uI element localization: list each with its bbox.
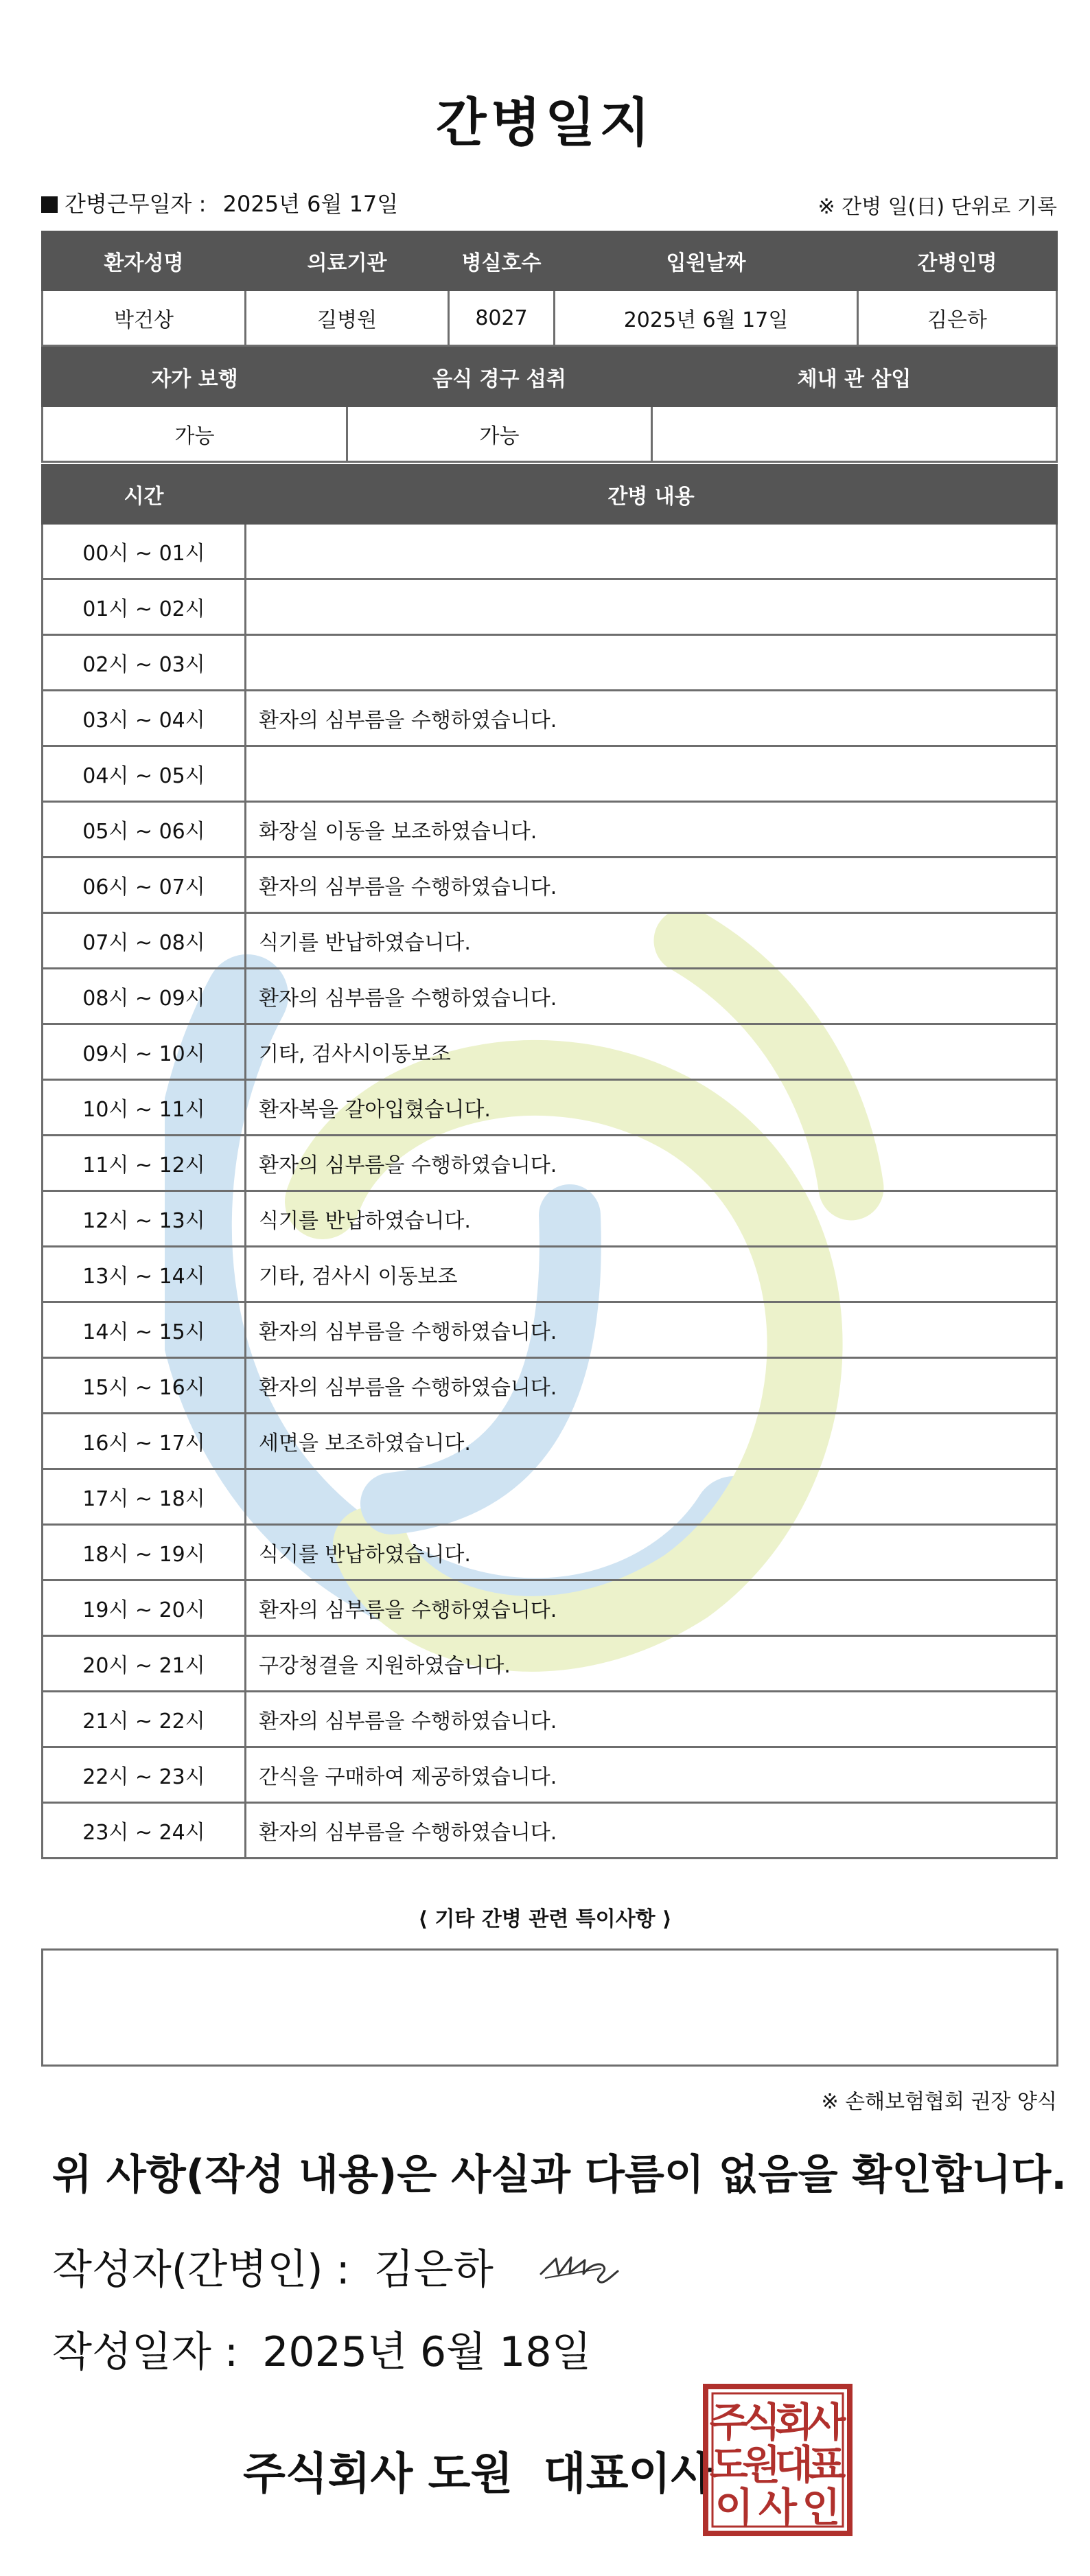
log-row [43,1080,1057,1136]
log-row [43,913,1057,969]
log-row [43,691,1057,746]
log-content: 간식을 구매하여 제공하였습니다. [246,1747,1057,1803]
log-time: 08시 ~ 09시 [43,969,246,1024]
seal-char: 도 [709,2441,748,2488]
log-time: 12시 ~ 13시 [43,1191,246,1247]
log-row [43,1469,1057,1525]
written-date-line [52,2319,591,2378]
log-row [43,1525,1057,1580]
log-time: 14시 ~ 15시 [43,1302,246,1358]
log-time: 13시 ~ 14시 [43,1247,246,1302]
log-time: 20시 ~ 21시 [43,1636,246,1692]
log-time: 22시 ~ 23시 [43,1747,246,1803]
header-oral-intake: 음식 경구 섭취 [347,348,652,406]
log-time: 18시 ~ 19시 [43,1525,246,1580]
log-time: 23시 ~ 24시 [43,1803,246,1859]
header-room-number: 병실호수 [449,232,555,290]
log-time: 09시 ~ 10시 [43,1024,246,1080]
log-content [246,524,1057,579]
document-title: 간병일지 [436,92,654,153]
patient-name: 박건상 [43,290,246,346]
header-hospital: 의료기관 [246,232,449,290]
status-value-row [43,406,1057,462]
unit-note: ※ 간병 일(日) 단위로 기록 [817,195,1057,219]
log-content: 환자의 심부름을 수행하였습니다. [246,969,1057,1024]
log-row [43,635,1057,691]
signature-icon [535,2244,631,2292]
room-number: 8027 [449,290,555,346]
company-representative: 주식회사 도원 대표이사 [243,2449,714,2500]
work-date-line [41,187,398,218]
log-row [43,1803,1057,1859]
log-content: 식기를 반납하였습니다. [246,1191,1057,1247]
log-row [43,1747,1057,1803]
log-row [43,1358,1057,1414]
log-content: 식기를 반납하였습니다. [246,913,1057,969]
seal-char: 대 [774,2441,813,2488]
log-content: 구강청결을 지원하였습니다. [246,1636,1057,1692]
oral-intake-value: 가능 [347,406,652,462]
form-source-note: ※ 손해보험협회 권장 양식 [821,2090,1057,2114]
log-time: 21시 ~ 22시 [43,1692,246,1747]
seal-char: 사 [758,2484,798,2531]
log-row [43,969,1057,1024]
seal-char: 인 [802,2484,841,2531]
patient-value-row [43,290,1057,346]
log-time: 04시 ~ 05시 [43,746,246,802]
log-content: 환자의 심부름을 수행하였습니다. [246,1692,1057,1747]
log-content: 환자의 심부름을 수행하였습니다. [246,1136,1057,1191]
header-self-walking: 자가 보행 [43,348,347,406]
log-time: 10시 ~ 11시 [43,1080,246,1136]
special-notes-title: ⟨ 기타 간병 관련 특이사항 ⟩ [418,1907,672,1931]
log-content: 환자의 심부름을 수행하였습니다. [246,1302,1057,1358]
log-content: 세면을 보조하였습니다. [246,1414,1057,1469]
written-date-value: 2025년 6월 18일 [262,2328,592,2376]
log-content: 환자의 심부름을 수행하였습니다. [246,858,1057,913]
care-log-table [41,464,1058,1859]
header-admission-date: 입원날짜 [555,232,858,290]
square-bullet-icon [41,196,58,213]
log-content [246,746,1057,802]
seal-char: 회 [774,2399,813,2446]
log-row [43,1024,1057,1080]
author-label: 작성자(간병인) : [52,2246,350,2294]
log-row [43,1692,1057,1747]
work-date-value: 2025년 6월 17일 [222,191,399,217]
seal-char: 표 [807,2441,846,2488]
log-time: 03시 ~ 04시 [43,691,246,746]
header-time: 시간 [43,465,246,524]
seal-char: 주 [709,2399,748,2446]
seal-char: 원 [742,2441,781,2488]
seal-char: 사 [807,2399,846,2446]
log-row [43,1302,1057,1358]
log-time: 01시 ~ 02시 [43,579,246,635]
log-time: 02시 ~ 03시 [43,635,246,691]
log-header-row [43,465,1057,524]
log-row [43,524,1057,579]
caregiver-name: 김은하 [858,290,1057,346]
log-content: 환자의 심부름을 수행하였습니다. [246,691,1057,746]
log-content [246,1469,1057,1525]
log-content: 환자의 심부름을 수행하였습니다. [246,1580,1057,1636]
author-name: 김은하 [373,2246,494,2294]
status-header-row [43,348,1057,406]
patient-header-row [43,232,1057,290]
log-time: 06시 ~ 07시 [43,858,246,913]
log-content: 식기를 반납하였습니다. [246,1525,1057,1580]
log-content: 환자의 심부름을 수행하였습니다. [246,1358,1057,1414]
log-row [43,1414,1057,1469]
log-row [43,1580,1057,1636]
log-content: 기타, 검사시 이동보조 [246,1247,1057,1302]
special-notes-box [41,1948,1058,2067]
log-time: 15시 ~ 16시 [43,1358,246,1414]
header-care-content: 간병 내용 [246,465,1057,524]
log-content [246,635,1057,691]
log-time: 00시 ~ 01시 [43,524,246,579]
seal-char: 이 [715,2484,754,2531]
log-content: 화장실 이동을 보조하였습니다. [246,802,1057,858]
log-row [43,858,1057,913]
seal-char: 식 [742,2399,781,2446]
log-time: 19시 ~ 20시 [43,1580,246,1636]
log-time: 07시 ~ 08시 [43,913,246,969]
log-content: 기타, 검사시이동보조 [246,1024,1057,1080]
author-line [52,2237,494,2296]
work-date-label: 간병근무일자 : [65,191,207,217]
company-seal-icon [701,2382,854,2538]
confirmation-statement: 위 사항(작성 내용)은 사실과 다름이 없음을 확인합니다. [52,2151,1067,2199]
self-walking-value: 가능 [43,406,347,462]
log-row [43,802,1057,858]
log-row [43,746,1057,802]
log-row [43,579,1057,635]
admission-date: 2025년 6월 17일 [555,290,858,346]
header-caregiver-name: 간병인명 [858,232,1057,290]
patient-info-table [41,231,1058,347]
log-body [43,524,1057,1859]
hospital-name: 길병원 [246,290,449,346]
header-tube-insertion: 체내 관 삽입 [652,348,1057,406]
log-row [43,1636,1057,1692]
log-row [43,1136,1057,1191]
written-date-label: 작성일자 : [52,2328,239,2376]
log-time: 17시 ~ 18시 [43,1469,246,1525]
log-time: 16시 ~ 17시 [43,1414,246,1469]
log-content: 환자복을 갈아입혔습니다. [246,1080,1057,1136]
header-patient-name: 환자성명 [43,232,246,290]
patient-status-table [41,347,1058,463]
log-content [246,579,1057,635]
log-content: 환자의 심부름을 수행하였습니다. [246,1803,1057,1859]
log-time: 11시 ~ 12시 [43,1136,246,1191]
log-row [43,1247,1057,1302]
log-time: 05시 ~ 06시 [43,802,246,858]
log-row [43,1191,1057,1247]
tube-insertion-value [652,406,1057,462]
